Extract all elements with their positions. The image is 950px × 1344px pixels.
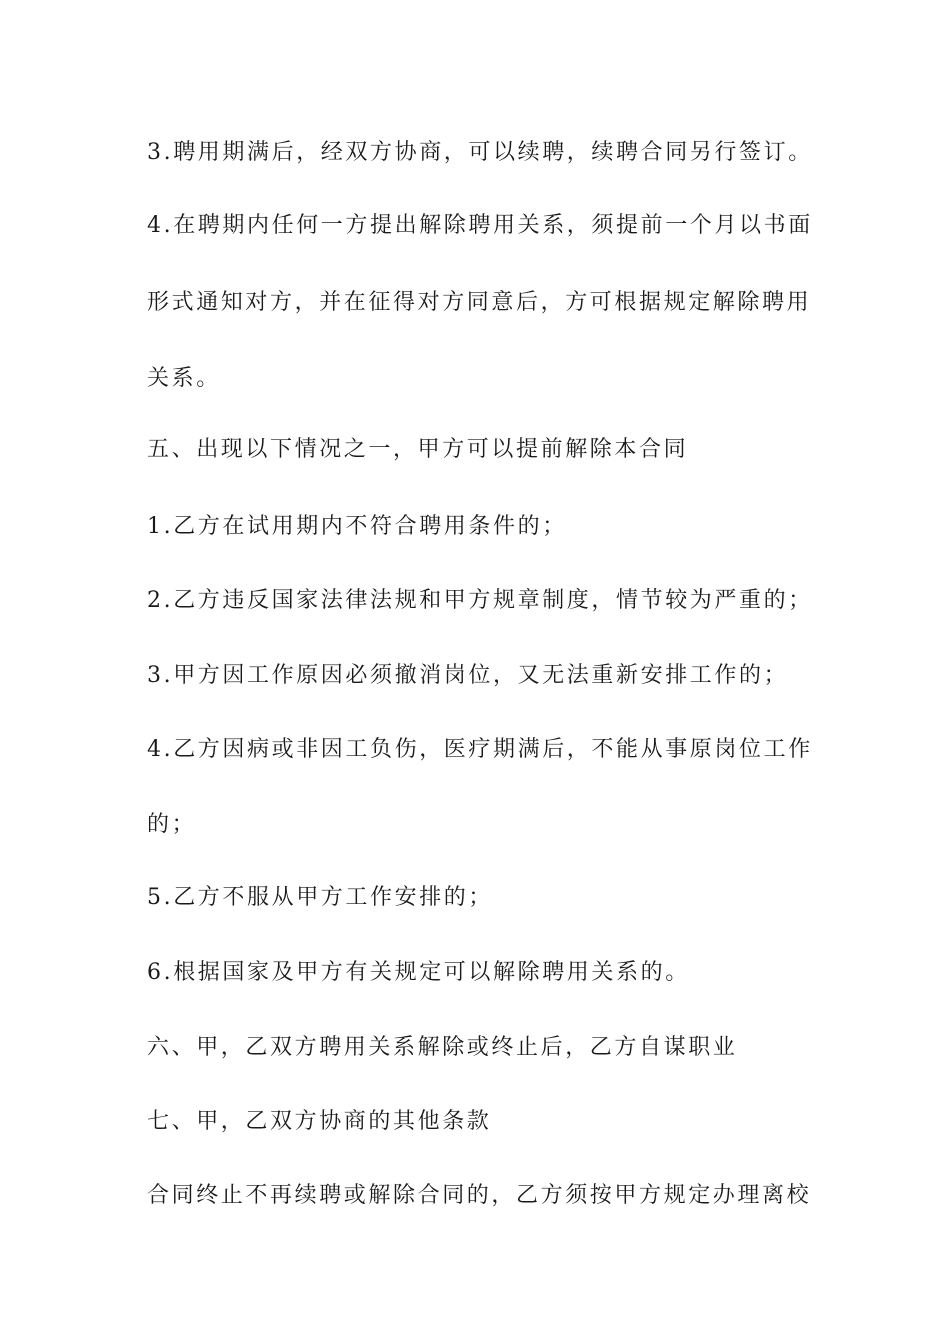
section-5-item-4-line-1: 4.乙方因病或非因工负伤，医疗期满后，不能从事原岗位工作 <box>147 737 813 762</box>
section-5-heading: 五、出现以下情况之一，甲方可以提前解除本合同 <box>147 437 689 462</box>
section-5-item-6: 6.根据国家及甲方有关规定可以解除聘用关系的。 <box>147 960 690 985</box>
section-7-heading: 七、甲，乙双方协商的其他条款 <box>147 1109 492 1134</box>
section-5-item-5: 5.乙方不服从甲方工作安排的； <box>147 885 493 910</box>
section-5-item-4-line-2: 的； <box>147 812 197 837</box>
clause-4-termination-notice-line-3: 关系。 <box>147 366 221 391</box>
clause-4-termination-notice-line-2: 形式通知对方，并在征得对方同意后，方可根据规定解除聘用 <box>147 290 812 315</box>
section-7-paragraph-line-1: 合同终止不再续聘或解除合同的，乙方须按甲方规定办理离校 <box>147 1183 812 1208</box>
clause-4-termination-notice-line-1: 4.在聘期内任何一方提出解除聘用关系，须提前一个月以书面 <box>147 213 813 238</box>
section-5-item-1: 1.乙方在试用期内不符合聘用条件的； <box>147 514 567 539</box>
section-5-item-2: 2.乙方违反国家法律法规和甲方规章制度，情节较为严重的； <box>147 588 813 613</box>
clause-3-renewal: 3.聘用期满后，经双方协商，可以续聘，续聘合同另行签订。 <box>147 140 813 165</box>
section-6-heading: 六、甲，乙双方聘用关系解除或终止后，乙方自谋职业 <box>147 1035 738 1060</box>
section-5-item-3: 3.甲方因工作原因必须撤消岗位，又无法重新安排工作的； <box>147 663 789 688</box>
